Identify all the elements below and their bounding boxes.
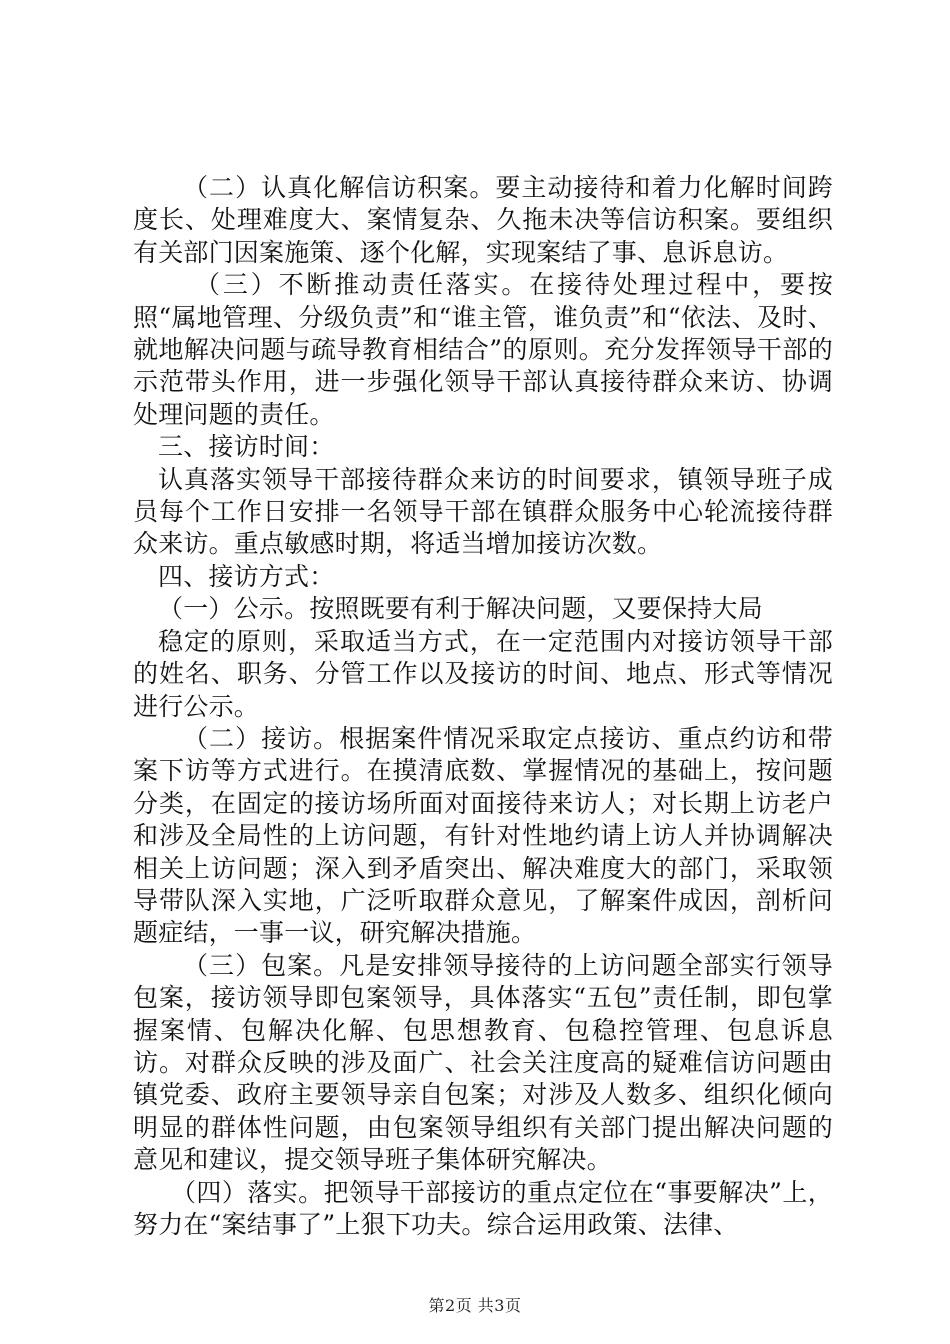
section-heading-reception-time: 三、接访时间： [158, 432, 335, 462]
paragraph-reception: （二）接访。根据案件情况采取定点接访、重点约访和带案下访等方式进行。在摸清底数、掌握情况的基础上，按问题分类，在固定的接访场所面对面接待来访人；对长期上访老户和涉及全局性的上访问题，有针对性地约请上访人并协调解决相关上访问题；深入到矛盾突出、解决难度大的部门，采取领导带队深入实地，广泛听取群众意见，了解案件成因，剖析问题症结，一事一议，研究解决措施。 [133, 723, 833, 948]
paragraph-publicity: 稳定的原则，采取适当方式，在一定范围内对接访领导干部的姓名、职务、分管工作以及接访的时间、地点、形式等情况进行公示。 [133, 626, 833, 721]
paragraph-resolve-backlog: （二）认真化解信访积案。要主动接待和着力化解时间跨度长、处理难度大、案情复杂、久拖未决等信访积案。要组织有关部门因案施策、逐个化解，实现案结了事、息诉息访。 [133, 173, 833, 267]
paragraph-responsibility: （三）不断推动责任落实。在接待处理过程中，要按照“属地管理、分级负责”和“谁主管，谁负责”和“依法、及时、就地解决问题与疏导教育相结合”的原则。充分发挥领导干部的示范带头作用，进一步强化领导干部认真接待群众来访、协调处理问题的责任。 [133, 270, 833, 429]
page-footer: 第2页 共3页 [428, 1296, 522, 1315]
document-body [133, 172, 833, 1241]
paragraph-publicity-intro: （一）公示。按照既要有利于解决问题，又要保持大局 [158, 594, 763, 624]
section-heading-reception-methods: 四、接访方式： [158, 561, 335, 591]
paragraph-implementation: （四）落实。把领导干部接访的重点定位在“事要解决”上，努力在“案结事了”上狠下功夫。综合运用政策、法律、 [133, 1177, 833, 1239]
paragraph-reception-time: 认真落实领导干部接待群众来访的时间要求，镇领导班子成员每个工作日安排一名领导干部在镇群众服务中心轮流接待群众来访。重点敏感时期，将适当增加接访次数。 [133, 464, 833, 559]
paragraph-case-responsibility: （三）包案。凡是安排领导接待的上访问题全部实行领导包案，接访领导即包案领导，具体落实“五包”责任制，即包掌握案情、包解决化解、包思想教育、包稳控管理、包息诉息访。对群众反映的涉及面广、社会关注度高的疑难信访问题由镇党委、政府主要领导亲自包案；对涉及人数多、组织化倾向明显的群体性问题，由包案领导组织有关部门提出解决问题的意见和建议，提交领导班子集体研究解决。 [133, 950, 833, 1175]
